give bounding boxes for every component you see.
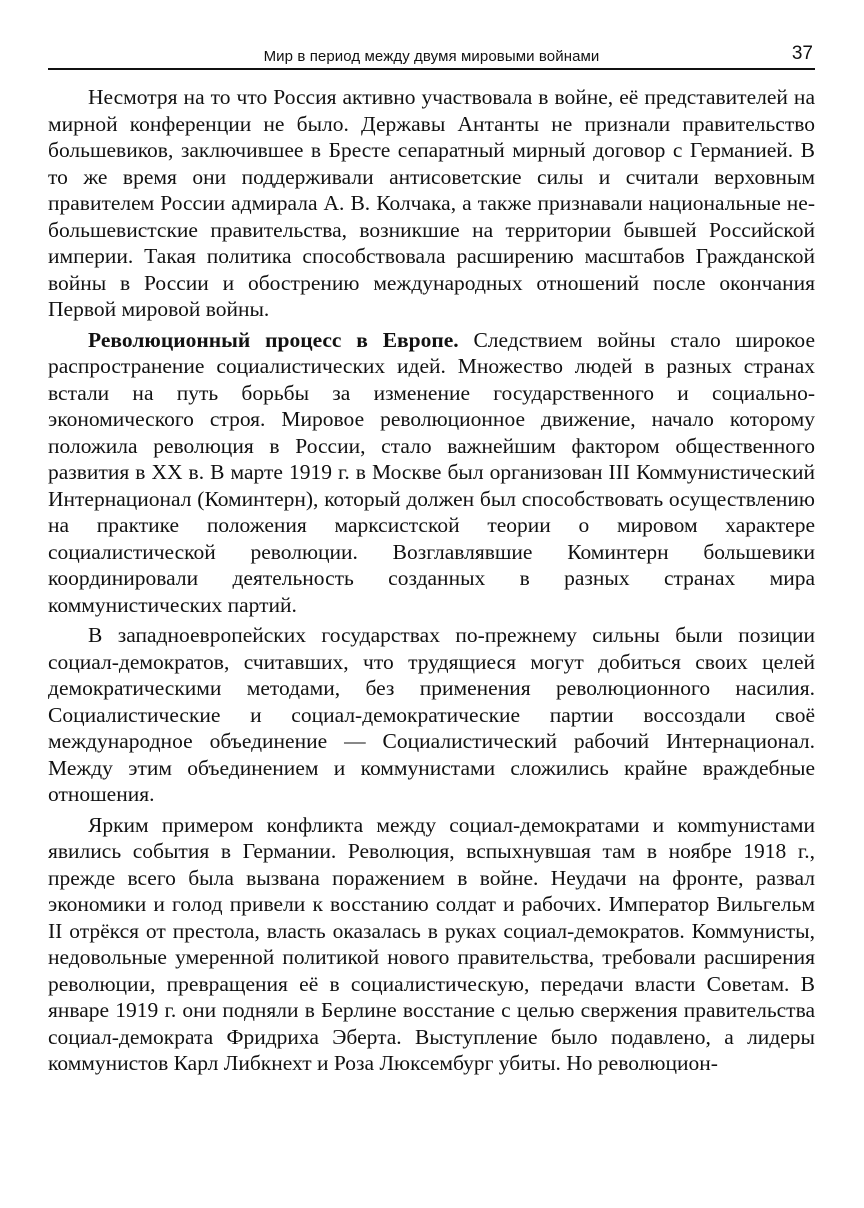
paragraph-text: В западноевропейских государствах по-прежнему сильны были позиции социал-демократов, считавших, что трудящиеся могут добиться своих целей демократическими методами, без применения революционного насилия. Социалистические и социал-демократические партии воссоздали своё международное объединение — Социалистический рабочий Интернационал. Между этим объединением и коммунистами сложились крайне враждебные отношения. [48,623,815,806]
paragraph-text: Ярким примером конфликта между социал-демократами и комmунистами явились события в Германии. Революция, вспыхнувшая там в ноябре 1918 г., прежде всего была вызвана поражением в войне. Неудачи на фронте, развал экономики и голод привели к восстанию солдат и рабочих. Император Вильгельм II отрёкся от престола, власть оказалась в руках социал-демократов. Коммунисты, недовольные умеренной политикой нового правительства, требовали расширения революции, превращения её в социалистическую, передачи власти Советам. В январе 1919 г. они подняли в Берлине восстание с целью свержения правительства социал-демократа Фридриха Эберта. Выступление было подавлено, а лидеры коммунистов Карл Либкнехт и Роза Люксембург убиты. Но революцион- [48,812,815,1075]
section-heading: Революционный процесс в Европе. [88,327,459,352]
body-text [48,84,815,1077]
paragraph [48,812,815,1077]
paragraph-text: Несмотря на то что Россия активно участвовала в войне, её представителей на мирной конференции не было. Державы Антанты не признали правительство большевиков, заключившее в Бресте сепаратный мирный договор с Германией. В то же время они поддерживали антисоветские силы и считали верховным правителем России адмирала А. В. Колчака, а также признавали национальные небольшевистские правительства, возникшие на территории бывшей Российской империи. Такая политика способствовала расширению масштабов Гражданской войны в России и обострению международных отношений после окончания Первой мировой войны. [48,85,815,321]
paragraph [48,327,815,619]
book-page [48,40,815,1081]
paragraph [48,622,815,808]
running-title: Мир в период между двумя мировыми войнами [263,48,600,65]
paragraph [48,84,815,323]
running-header [48,40,815,70]
paragraph-text: Следствием войны стало широкое распространение социалистических идей. Множество людей в разных странах встали на путь борьбы за изменение государственного и социально-экономического строя. Мировое революционное движение, начало которому положила революция в России, стало важнейшим фактором общественного развития в XX в. В марте 1919 г. в Москве был организован III Коммунистический Интернационал (Коминтерн), который должен был способствовать осуществлению на практике положения марксистской теории о мировом характере социалистической революции. Возглавлявшие Коминтерн большевики координировали деятельность созданных в разных странах мира коммунистических партий. [48,327,815,617]
page-number: 37 [791,43,813,64]
